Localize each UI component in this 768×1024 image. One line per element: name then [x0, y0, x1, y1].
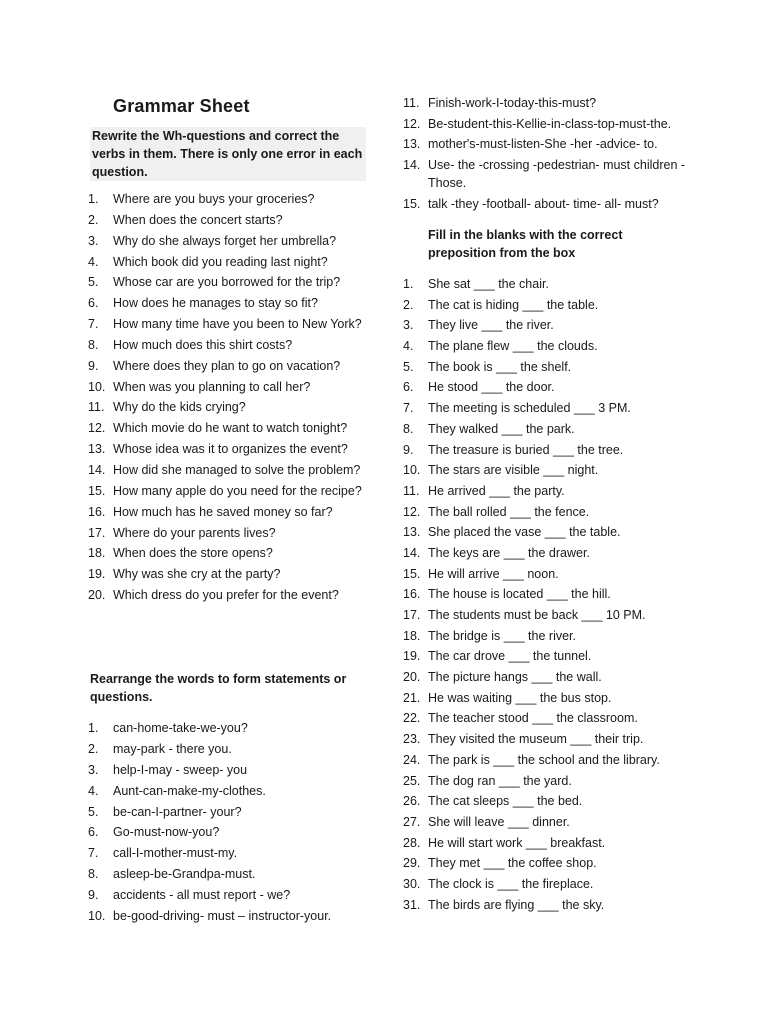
list-item: 13. mother's-must-listen-She -her -advice- to. [403, 137, 658, 152]
list-item: 16. The house is located ___ the hill. [403, 587, 611, 602]
list-item: 20. The picture hangs ___ the wall. [403, 670, 602, 685]
list-item: 4. Aunt-can-make-my-clothes. [88, 783, 266, 798]
list-item: 15. How many apple do you need for the recipe? [88, 483, 362, 498]
list-item: 3. They live ___ the river. [403, 318, 554, 333]
list-item: 28. He will start work ___ breakfast. [403, 835, 606, 850]
page-title: Grammar Sheet [113, 96, 250, 116]
list-item: 17. The students must be back ___ 10 PM. [403, 608, 646, 622]
list-item: 8. asleep-be-Grandpa-must. [88, 867, 256, 882]
section-2-instruction: Rearrange the words to form statements or questions. [90, 672, 347, 704]
list-item: 7. call-I-mother-must-my. [88, 846, 238, 861]
list-item: 11. Finish-work-I-today-this-must? [403, 96, 597, 110]
list-item: 23. They visited the museum ___ their trip. [403, 732, 644, 747]
list-item: 12. Which movie do he want to watch tonight? [88, 421, 348, 436]
list-item: 9. accidents - all must report - we? [88, 888, 291, 903]
list-item: 18. When does the store opens? [88, 546, 273, 561]
list-item: 25. The dog ran ___ the yard. [403, 773, 572, 788]
list-item: 14. How did she managed to solve the problem? [88, 462, 361, 477]
list-item: 12. The ball rolled ___ the fence. [403, 504, 590, 519]
list-item: 24. The park is ___ the school and the library. [403, 752, 660, 767]
list-item: 13. Whose idea was it to organizes the event? [88, 442, 348, 457]
section-1-instruction: Rewrite the Wh-questions and correct the verbs in them. There is only one error in each question. [90, 127, 366, 181]
list-item: 2. When does the concert starts? [88, 212, 283, 227]
list-item: 17. Where do your parents lives? [88, 525, 276, 540]
list-item: 9. Where does they plan to go on vacation? [88, 358, 341, 373]
list-item: 18. The bridge is ___ the river. [403, 628, 576, 643]
list-item: 5. Whose car are you borrowed for the trip? [88, 275, 341, 290]
list-item: 14. Use- the -crossing -pedestrian- must children -Those. [403, 157, 686, 191]
list-item: 29. They met ___ the coffee shop. [403, 856, 597, 871]
rearrange-list-part-1 [88, 719, 370, 928]
list-item: 5. The book is ___ the shelf. [403, 359, 572, 374]
list-item: 7. The meeting is scheduled ___ 3 PM. [403, 401, 631, 416]
list-item: 8. How much does this shirt costs? [88, 337, 293, 352]
list-item: 10. be-good-driving- must – instructor-your. [88, 909, 332, 924]
list-item: 11. He arrived ___ the party. [403, 483, 565, 498]
list-item: 15. talk -they -football- about- time- all- must? [403, 196, 659, 211]
list-item: 30. The clock is ___ the fireplace. [403, 876, 594, 891]
list-item: 7. How many time have you been to New York? [88, 317, 362, 332]
list-item: 19. Why was she cry at the party? [88, 567, 281, 582]
list-item: 9. The treasure is buried ___ the tree. [403, 442, 624, 457]
list-item: 3. Why do she always forget her umbrella? [88, 233, 337, 248]
list-item: 5. be-can-I-partner- your? [88, 804, 242, 819]
list-item: 13. She placed the vase ___ the table. [403, 525, 621, 540]
list-item: 1. can-home-take-we-you? [88, 721, 248, 735]
list-item: 2. The cat is hiding ___ the table. [403, 297, 599, 312]
list-item: 6. He stood ___ the door. [403, 380, 555, 395]
list-item: 6. How does he manages to stay so fit? [88, 296, 318, 311]
list-item: 22. The teacher stood ___ the classroom. [403, 711, 638, 726]
list-item: 20. Which dress do you prefer for the event? [88, 588, 339, 603]
list-item: 31. The birds are flying ___ the sky. [403, 897, 605, 912]
rearrange-list-part-2 [403, 94, 693, 215]
list-item: 4. The plane flew ___ the clouds. [403, 339, 598, 354]
list-item: 16. How much has he saved money so far? [88, 504, 333, 519]
list-item: 15. He will arrive ___ noon. [403, 566, 559, 581]
list-item: 21. He was waiting ___ the bus stop. [403, 690, 612, 705]
list-item: 11. Why do the kids crying? [88, 400, 246, 415]
list-item: 2. may-park - there you. [88, 741, 232, 756]
list-item: 12. Be-student-this-Kellie-in-class-top-must-the. [403, 116, 672, 131]
list-item: 10. The stars are visible ___ night. [403, 463, 599, 478]
list-item: 1. She sat ___ the chair. [403, 277, 549, 291]
list-item: 8. They walked ___ the park. [403, 421, 575, 436]
list-item: 6. Go-must-now-you? [88, 825, 220, 840]
prepositions-list [403, 275, 693, 916]
list-item: 10. When was you planning to call her? [88, 379, 311, 394]
list-item: 19. The car drove ___ the tunnel. [403, 649, 592, 664]
list-item: 3. help-I-may - sweep- you [88, 762, 248, 777]
section-3-instruction: Fill in the blanks with the correct preposition from the box [428, 228, 623, 260]
list-item: 27. She will leave ___ dinner. [403, 814, 570, 829]
wh-questions-list [88, 190, 370, 607]
list-item: 26. The cat sleeps ___ the bed. [403, 794, 583, 809]
list-item: 4. Which book did you reading last night? [88, 254, 328, 269]
list-item: 1. Where are you buys your groceries? [88, 192, 315, 206]
list-item: 14. The keys are ___ the drawer. [403, 545, 590, 560]
